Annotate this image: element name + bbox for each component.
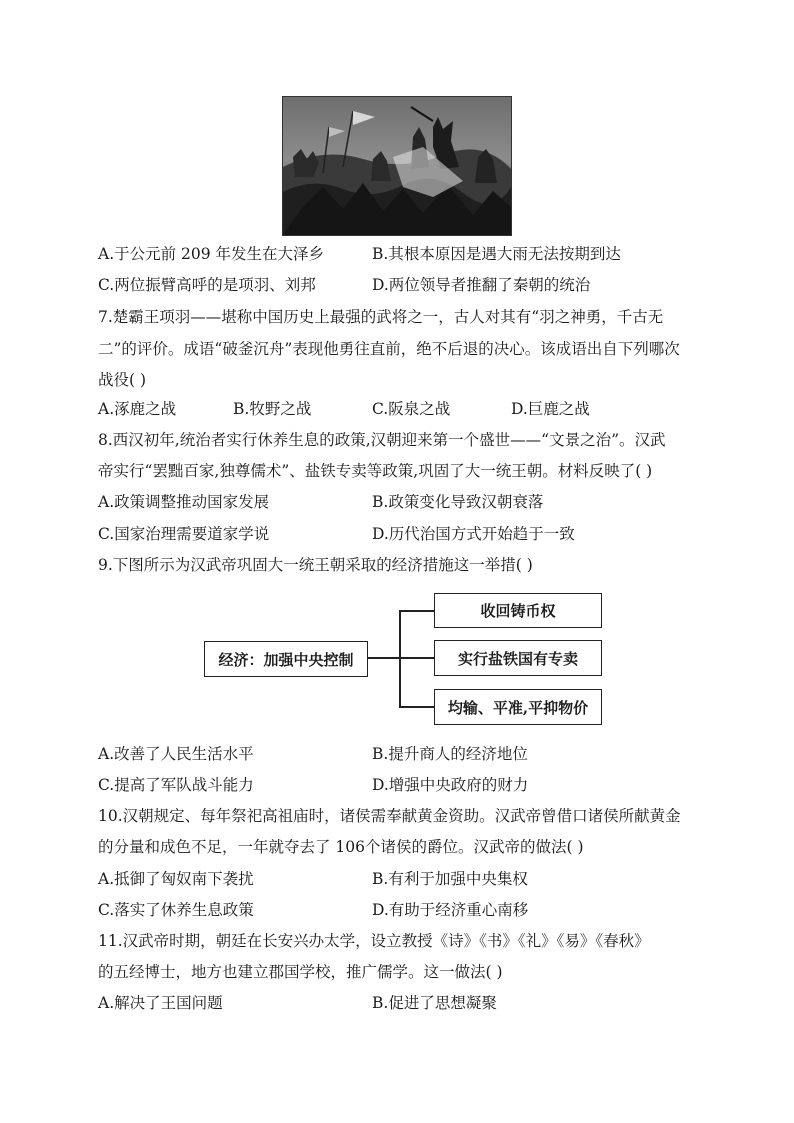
q9-stem-line-1: 9.下图所示为汉武帝巩固大一统王朝采取的经济措施这一举措( ): [98, 556, 533, 574]
q10-option-d[interactable]: D.有助于经济重心南移: [372, 901, 529, 919]
q7-stem-line-3: 战役( ): [98, 371, 147, 389]
q7-stem-line-2: 二”的评价。成语“破釜沉舟”表现他勇往直前，绝不后退的决心。该成语出自下列哪次: [98, 340, 680, 358]
diagram-connector-branch-1: [399, 610, 434, 612]
q9-option-d[interactable]: D.增强中央政府的财力: [372, 776, 529, 794]
q6-option-a[interactable]: A.于公元前 209 年发生在大泽乡: [98, 245, 325, 263]
diagram-root-box: 经济：加强中央控制: [204, 641, 368, 677]
q11-stem-line-2: 的五经博士，地方也建立郡国学校，推广儒学。这一做法( ): [98, 963, 503, 981]
q8-option-b[interactable]: B.政策变化导致汉朝衰落: [372, 493, 544, 511]
q8-stem-line-2: 帝实行“罢黜百家,独尊儒术”、盐铁专卖等政策,巩固了大一统王朝。材料反映了( ): [98, 462, 653, 480]
uprising-illustration-art: [283, 97, 511, 235]
q7-option-d[interactable]: D.巨鹿之战: [511, 400, 590, 418]
q7-option-b[interactable]: B.牧野之战: [233, 400, 312, 418]
diagram-connector-branch-3: [399, 706, 434, 708]
q11-stem-line-1: 11.汉武帝时期，朝廷在长安兴办太学，设立教授《诗》《书》《礼》《易》《春秋》: [98, 932, 650, 950]
q9-option-c[interactable]: C.提高了军队战斗能力: [98, 776, 254, 794]
q9-option-a[interactable]: A.改善了人民生活水平: [98, 745, 254, 763]
uprising-illustration: [282, 96, 512, 236]
diagram-branch-box-2: 实行盐铁国有专卖: [434, 640, 602, 676]
diagram-connector-vertical: [399, 610, 401, 707]
q8-option-d[interactable]: D.历代治国方式开始趋于一致: [372, 525, 575, 543]
diagram-branch-box-1: 收回铸币权: [434, 593, 602, 628]
q7-option-c[interactable]: C.阪泉之战: [372, 400, 451, 418]
q6-option-b[interactable]: B.其根本原因是遇大雨无法按期到达: [372, 245, 621, 263]
q7-stem-line-1: 7.楚霸王项羽——堪称中国历史上最强的武将之一，古人对其有“羽之神勇，千古无: [98, 308, 664, 326]
diagram-connector-branch-2: [399, 657, 434, 659]
q7-option-a[interactable]: A.涿鹿之战: [98, 400, 177, 418]
q9-option-b[interactable]: B.提升商人的经济地位: [372, 745, 528, 763]
q6-option-c[interactable]: C.两位振臂高呼的是项羽、刘邦: [98, 276, 316, 294]
q6-option-d[interactable]: D.两位领导者推翻了秦朝的统治: [372, 276, 591, 294]
q10-stem-line-1: 10.汉朝规定、每年祭祀高祖庙时，诸侯需奉献黄金资助。汉武帝曾借口诸侯所献黄金: [98, 807, 681, 825]
q11-option-b[interactable]: B.促进了思想凝聚: [372, 994, 497, 1012]
q11-option-a[interactable]: A.解决了王国问题: [98, 994, 223, 1012]
q10-option-a[interactable]: A.抵御了匈奴南下袭扰: [98, 870, 254, 888]
diagram-branch-box-3: 均输、平准,平抑物价: [434, 689, 602, 725]
q10-stem-line-2: 的分量和成色不足，一年就夺去了 106个诸侯的爵位。汉武帝的做法( ): [98, 838, 584, 856]
diagram-connector-main: [367, 657, 400, 659]
q8-option-c[interactable]: C.国家治理需要道家学说: [98, 525, 270, 543]
q10-option-c[interactable]: C.落实了休养生息政策: [98, 901, 254, 919]
q8-option-a[interactable]: A.政策调整推动国家发展: [98, 493, 270, 511]
q8-stem-line-1: 8.西汉初年,统治者实行休养生息的政策,汉朝迎来第一个盛世——“文景之治”。汉武: [98, 431, 666, 449]
q10-option-b[interactable]: B.有利于加强中央集权: [372, 870, 528, 888]
